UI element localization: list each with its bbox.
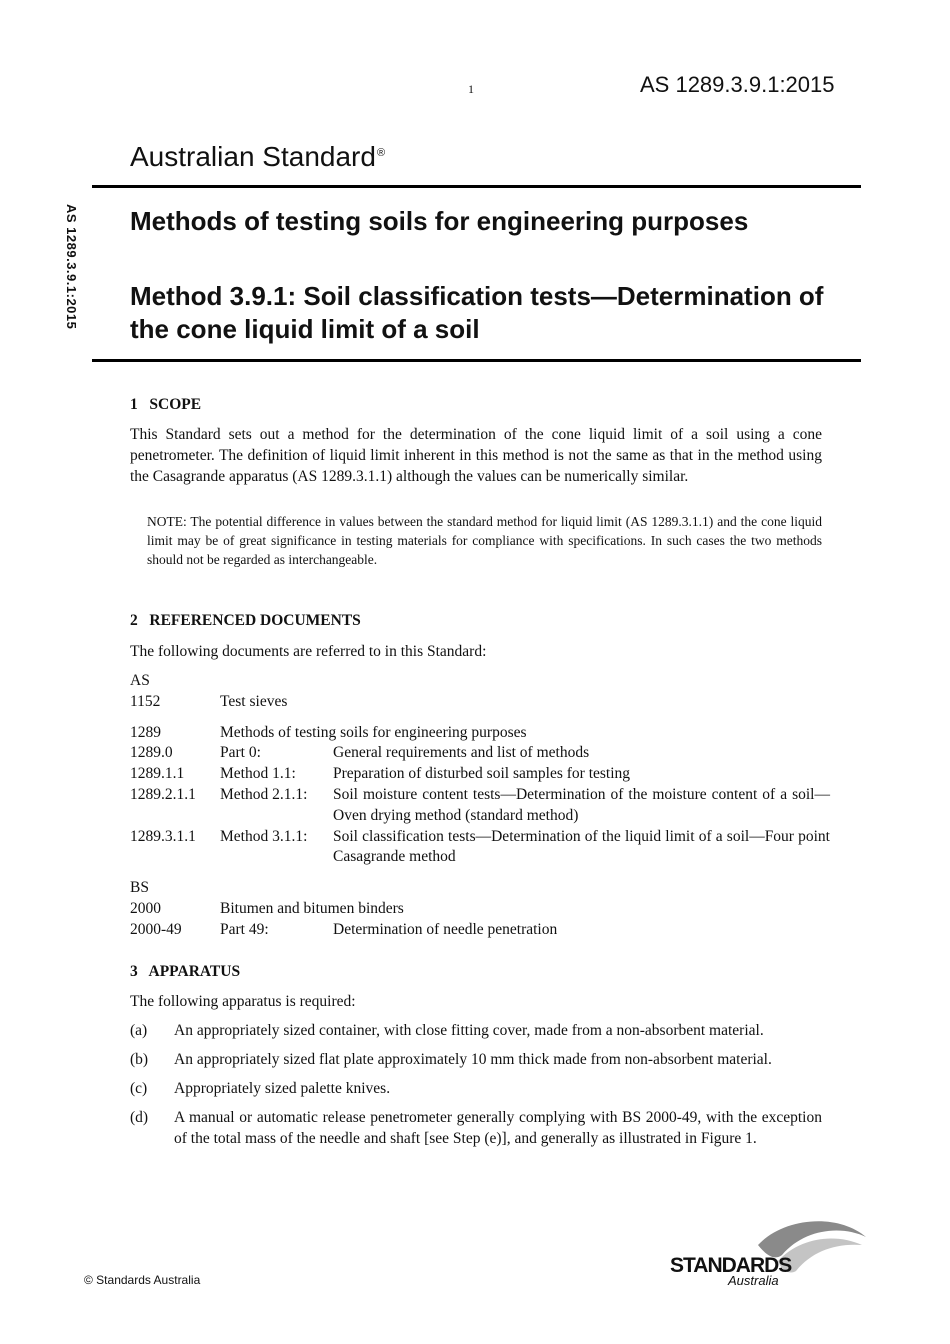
as-references-table [130, 671, 830, 941]
ref-title: Bitumen and bitumen binders [220, 899, 404, 917]
ref-row [130, 692, 830, 713]
ref-code: 1152 [130, 692, 161, 710]
registered-mark: ® [376, 146, 386, 159]
ref-row [130, 764, 830, 785]
ref-title: Test sieves [220, 692, 288, 710]
ref-code: 1289 [130, 723, 161, 741]
ref-part: Part 49: [220, 920, 269, 938]
ref-code: 2000-49 [130, 920, 182, 938]
ref-part: Part 0: [220, 744, 261, 762]
ref-code: 1289.0 [130, 744, 173, 762]
ref-row [130, 713, 830, 744]
ref-code: 1289.2.1.1 [130, 785, 196, 803]
standards-australia-logo [666, 1215, 870, 1289]
ref-row [130, 785, 830, 827]
ref-desc: Soil classification tests—Determination of the liquid limit of a soil—Four point Casagrande method [333, 827, 830, 866]
bs-label: BS [130, 879, 149, 897]
side-label: AS 1289.3.9.1:2015 [64, 204, 79, 330]
ref-title: Methods of testing soils for engineering purposes [220, 723, 527, 741]
logo-text-standards: STANDARDS [670, 1254, 792, 1277]
list-item [130, 1049, 822, 1070]
list-item [130, 1107, 822, 1149]
list-item-text: Appropriately sized palette knives. [174, 1080, 391, 1097]
scope-note: NOTE: The potential difference in values between the standard method for liquid limit (AS 1289.3.1.1) and the cone liquid limit may be of great significance in testing materials for compliance with specifications. In such cases the two methods should not be regarded as interchangeable. [147, 514, 822, 567]
referenced-heading: 2 REFERENCED DOCUMENTS [130, 612, 361, 629]
list-item-label: (a) [130, 1022, 148, 1039]
ref-code: 1289.3.1.1 [130, 827, 196, 845]
scope-body: This Standard sets out a method for the determination of the cone liquid limit of a soil using a cone penetrometer. The definition of liquid limit inherent in this method is not the same as that in the method using the Casagrande apparatus (AS 1289.3.1.1) although the values can be numerically similar. [130, 426, 822, 485]
list-item [130, 1020, 822, 1041]
apparatus-intro: The following apparatus is required: [130, 993, 356, 1010]
ref-row [130, 899, 830, 920]
list-item-label: (c) [130, 1080, 148, 1097]
ref-part: Method 3.1.1: [220, 827, 308, 845]
brand-title [130, 141, 385, 173]
ref-desc: Soil moisture content tests—Determination of the moisture content of a soil—Oven drying method (standard method) [333, 785, 830, 824]
ref-row [130, 827, 830, 869]
list-item-text: An appropriately sized flat plate approximately 10 mm thick made from non-absorbent material. [174, 1051, 772, 1068]
ref-row [130, 743, 830, 764]
apparatus-list [130, 1020, 822, 1157]
ref-part: Method 1.1: [220, 765, 296, 783]
ref-desc: Preparation of disturbed soil samples for testing [333, 765, 631, 783]
list-item-text: An appropriately sized container, with close fitting cover, made from a non-absorbent material. [174, 1022, 764, 1039]
list-item [130, 1078, 822, 1099]
referenced-intro: The following documents are referred to in this Standard: [130, 643, 487, 660]
standard-code: AS 1289.3.9.1:2015 [640, 72, 835, 97]
list-item-label: (d) [130, 1109, 149, 1126]
title-rule [92, 359, 861, 362]
method-title: Method 3.9.1: Soil classification tests—Determination of the cone liquid limit of a soil [130, 281, 824, 344]
ref-part: Method 2.1.1: [220, 785, 308, 803]
ref-desc: Determination of needle penetration [333, 920, 558, 938]
list-item-text: A manual or automatic release penetrometer generally complying with BS 2000-49, with the exception of the total mass of the needle and shaft [see Step (e)], and generally as illustrated in Figure 1. [174, 1109, 822, 1147]
page-number: 1 [468, 82, 474, 96]
logo-text-australia: Australia [728, 1273, 779, 1288]
list-item-label: (b) [130, 1051, 149, 1068]
scope-heading: 1 SCOPE [130, 396, 202, 413]
document-title: Methods of testing soils for engineering purposes [130, 206, 749, 236]
brand-text: Australian Standard [130, 141, 376, 172]
ref-desc: General requirements and list of methods [333, 744, 590, 762]
top-rule [92, 185, 861, 188]
ref-code: 2000 [130, 899, 161, 917]
apparatus-heading: 3 APPARATUS [130, 963, 241, 980]
copyright: © Standards Australia [84, 1273, 201, 1287]
as-label: AS [130, 672, 150, 689]
ref-code: 1289.1.1 [130, 765, 185, 783]
ref-row [130, 920, 830, 941]
